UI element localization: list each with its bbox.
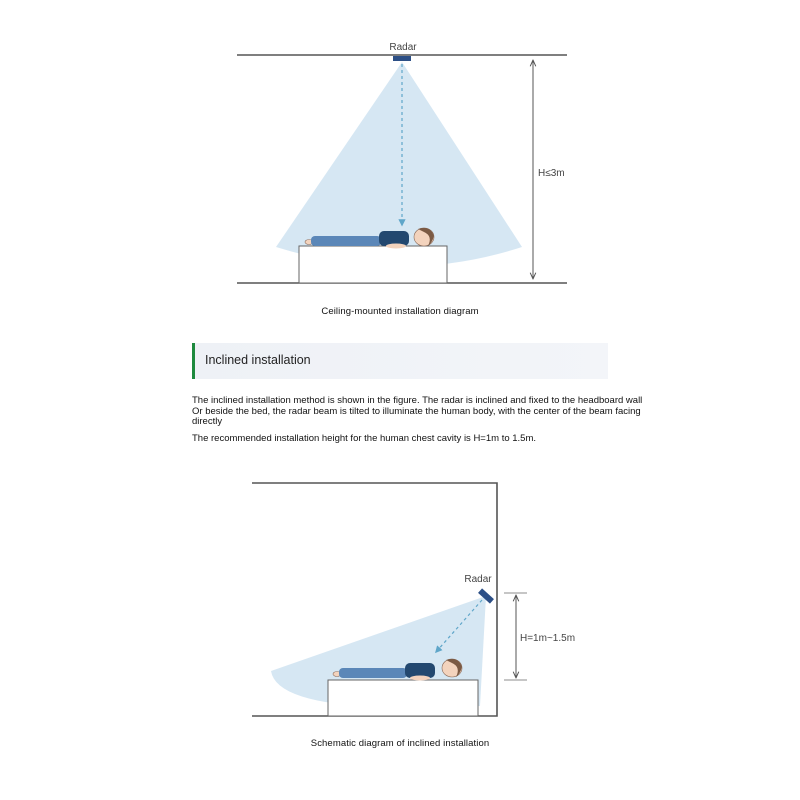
description-line-1: The inclined installation method is shown in the figure. The radar is inclined and fixed to the headboard wall <box>192 395 643 406</box>
inclined-caption: Schematic diagram of inclined installation <box>310 738 490 749</box>
bed <box>328 680 478 716</box>
section-title: Inclined installation <box>205 353 311 367</box>
inclined-diagram <box>252 483 527 716</box>
inclined-height-label: H=1m~1.5m <box>520 633 576 644</box>
bed <box>299 246 447 283</box>
description-line-3: The recommended installation height for the human chest cavity is H=1m to 1.5m. <box>192 432 537 444</box>
inclined-radar-label: Radar <box>464 574 492 585</box>
description-line-2: Or beside the bed, the radar beam is tilted to illuminate the human body, with the center of the beam facing directly <box>192 405 641 427</box>
ceiling-height-label: H≤3m <box>538 168 565 179</box>
section-accent-bar <box>192 343 195 379</box>
section-header <box>192 343 608 379</box>
description <box>192 396 652 444</box>
ceiling-caption: Ceiling-mounted installation diagram <box>321 306 479 317</box>
radar-device <box>393 56 411 61</box>
ceiling-diagram <box>237 55 567 283</box>
ceiling-radar-label: Radar <box>389 42 417 53</box>
